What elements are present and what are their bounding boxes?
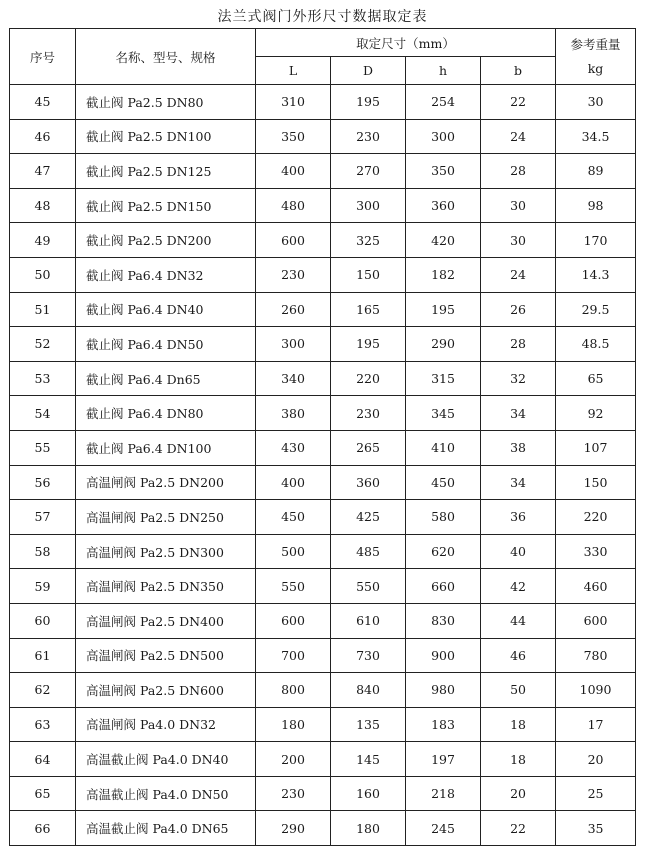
cell-L: 200: [256, 742, 331, 777]
cell-index: 54: [10, 396, 76, 431]
cell-index: 55: [10, 430, 76, 465]
cell-b: 50: [481, 673, 556, 708]
cell-L: 430: [256, 430, 331, 465]
table-row: [10, 327, 636, 362]
cell-D: 265: [331, 430, 406, 465]
cell-name: 截止阀 Pa2.5 DN125: [76, 154, 256, 189]
cell-weight: 460: [556, 569, 636, 604]
table-row: [10, 465, 636, 500]
cell-b: 30: [481, 223, 556, 258]
cell-name: 截止阀 Pa2.5 DN80: [76, 85, 256, 120]
cell-weight: 220: [556, 500, 636, 535]
cell-name: 截止阀 Pa6.4 DN80: [76, 396, 256, 431]
cell-index: 65: [10, 776, 76, 811]
cell-D: 230: [331, 396, 406, 431]
cell-D: 425: [331, 500, 406, 535]
cell-name: 截止阀 Pa2.5 DN200: [76, 223, 256, 258]
cell-L: 340: [256, 361, 331, 396]
table-body: [10, 85, 636, 846]
table-row: [10, 154, 636, 189]
valve-dimension-table: [9, 28, 636, 846]
cell-b: 26: [481, 292, 556, 327]
table-row: [10, 638, 636, 673]
cell-D: 135: [331, 707, 406, 742]
table-row: [10, 569, 636, 604]
cell-D: 195: [331, 327, 406, 362]
cell-h: 980: [406, 673, 481, 708]
cell-weight: 25: [556, 776, 636, 811]
cell-b: 20: [481, 776, 556, 811]
table-row: [10, 85, 636, 120]
cell-index: 45: [10, 85, 76, 120]
cell-weight: 20: [556, 742, 636, 777]
cell-L: 400: [256, 154, 331, 189]
cell-L: 600: [256, 223, 331, 258]
cell-index: 46: [10, 119, 76, 154]
cell-name: 截止阀 Pa2.5 DN150: [76, 188, 256, 223]
cell-b: 24: [481, 119, 556, 154]
header-index: 序号: [10, 29, 76, 85]
cell-h: 620: [406, 534, 481, 569]
cell-L: 700: [256, 638, 331, 673]
cell-name: 截止阀 Pa2.5 DN100: [76, 119, 256, 154]
cell-weight: 107: [556, 430, 636, 465]
cell-name: 高温闸阀 Pa2.5 DN250: [76, 500, 256, 535]
cell-b: 28: [481, 327, 556, 362]
cell-b: 40: [481, 534, 556, 569]
cell-L: 180: [256, 707, 331, 742]
header-D: D: [331, 57, 406, 85]
cell-h: 830: [406, 603, 481, 638]
table-row: [10, 188, 636, 223]
table-row: [10, 673, 636, 708]
cell-index: 56: [10, 465, 76, 500]
cell-L: 550: [256, 569, 331, 604]
cell-b: 34: [481, 465, 556, 500]
cell-L: 500: [256, 534, 331, 569]
table-row: [10, 119, 636, 154]
cell-index: 53: [10, 361, 76, 396]
cell-h: 290: [406, 327, 481, 362]
cell-weight: 98: [556, 188, 636, 223]
cell-D: 730: [331, 638, 406, 673]
cell-h: 197: [406, 742, 481, 777]
cell-D: 485: [331, 534, 406, 569]
cell-h: 254: [406, 85, 481, 120]
cell-h: 410: [406, 430, 481, 465]
table-row: [10, 603, 636, 638]
cell-D: 550: [331, 569, 406, 604]
cell-h: 350: [406, 154, 481, 189]
cell-index: 48: [10, 188, 76, 223]
header-dimensions: 取定尺寸（mm）: [256, 29, 556, 57]
header-b: b: [481, 57, 556, 85]
cell-b: 46: [481, 638, 556, 673]
cell-h: 580: [406, 500, 481, 535]
cell-weight: 29.5: [556, 292, 636, 327]
cell-weight: 780: [556, 638, 636, 673]
cell-name: 高温闸阀 Pa2.5 DN600: [76, 673, 256, 708]
header-weight-label: 参考重量: [570, 36, 621, 52]
document-title: 法兰式阀门外形尺寸数据取定表: [217, 9, 428, 25]
cell-index: 51: [10, 292, 76, 327]
cell-h: 300: [406, 119, 481, 154]
cell-weight: 92: [556, 396, 636, 431]
header-L: L: [256, 57, 331, 85]
cell-index: 60: [10, 603, 76, 638]
cell-b: 22: [481, 85, 556, 120]
cell-b: 34: [481, 396, 556, 431]
cell-weight: 17: [556, 707, 636, 742]
cell-index: 50: [10, 257, 76, 292]
header-h: h: [406, 57, 481, 85]
cell-h: 218: [406, 776, 481, 811]
cell-h: 360: [406, 188, 481, 223]
cell-L: 230: [256, 257, 331, 292]
table-row: [10, 534, 636, 569]
cell-index: 64: [10, 742, 76, 777]
cell-index: 63: [10, 707, 76, 742]
cell-D: 360: [331, 465, 406, 500]
cell-index: 58: [10, 534, 76, 569]
header-weight-unit: kg: [587, 60, 604, 76]
cell-weight: 65: [556, 361, 636, 396]
cell-name: 高温闸阀 Pa2.5 DN200: [76, 465, 256, 500]
cell-L: 260: [256, 292, 331, 327]
cell-L: 600: [256, 603, 331, 638]
cell-D: 180: [331, 811, 406, 846]
cell-h: 182: [406, 257, 481, 292]
cell-L: 380: [256, 396, 331, 431]
header-name: 名称、型号、规格: [76, 29, 256, 85]
cell-b: 18: [481, 742, 556, 777]
cell-weight: 48.5: [556, 327, 636, 362]
cell-D: 840: [331, 673, 406, 708]
cell-b: 36: [481, 500, 556, 535]
table-row: [10, 361, 636, 396]
cell-name: 高温截止阀 Pa4.0 DN65: [76, 811, 256, 846]
cell-L: 230: [256, 776, 331, 811]
cell-weight: 330: [556, 534, 636, 569]
table-row: [10, 811, 636, 846]
cell-weight: 35: [556, 811, 636, 846]
cell-b: 22: [481, 811, 556, 846]
cell-b: 38: [481, 430, 556, 465]
cell-index: 57: [10, 500, 76, 535]
cell-weight: 14.3: [556, 257, 636, 292]
cell-index: 66: [10, 811, 76, 846]
cell-D: 300: [331, 188, 406, 223]
table-row: [10, 292, 636, 327]
cell-index: 52: [10, 327, 76, 362]
cell-name: 截止阀 Pa6.4 DN50: [76, 327, 256, 362]
cell-b: 28: [481, 154, 556, 189]
cell-h: 660: [406, 569, 481, 604]
cell-b: 30: [481, 188, 556, 223]
table-row: [10, 223, 636, 258]
cell-b: 24: [481, 257, 556, 292]
cell-index: 49: [10, 223, 76, 258]
cell-D: 145: [331, 742, 406, 777]
cell-weight: 150: [556, 465, 636, 500]
table-row: [10, 742, 636, 777]
cell-D: 195: [331, 85, 406, 120]
header-weight: [556, 29, 636, 85]
cell-weight: 34.5: [556, 119, 636, 154]
cell-b: 44: [481, 603, 556, 638]
cell-index: 61: [10, 638, 76, 673]
cell-name: 截止阀 Pa6.4 DN40: [76, 292, 256, 327]
cell-weight: 89: [556, 154, 636, 189]
cell-name: 高温闸阀 Pa2.5 DN500: [76, 638, 256, 673]
cell-L: 300: [256, 327, 331, 362]
cell-name: 截止阀 Pa6.4 DN32: [76, 257, 256, 292]
cell-weight: 1090: [556, 673, 636, 708]
cell-h: 450: [406, 465, 481, 500]
cell-weight: 30: [556, 85, 636, 120]
cell-name: 高温闸阀 Pa2.5 DN300: [76, 534, 256, 569]
cell-D: 270: [331, 154, 406, 189]
cell-h: 345: [406, 396, 481, 431]
cell-D: 220: [331, 361, 406, 396]
cell-index: 59: [10, 569, 76, 604]
table-row: [10, 396, 636, 431]
cell-D: 610: [331, 603, 406, 638]
cell-D: 165: [331, 292, 406, 327]
cell-b: 42: [481, 569, 556, 604]
cell-D: 150: [331, 257, 406, 292]
cell-h: 195: [406, 292, 481, 327]
table-row: [10, 707, 636, 742]
cell-weight: 170: [556, 223, 636, 258]
cell-name: 截止阀 Pa6.4 DN100: [76, 430, 256, 465]
cell-name: 高温截止阀 Pa4.0 DN40: [76, 742, 256, 777]
cell-name: 截止阀 Pa6.4 Dn65: [76, 361, 256, 396]
cell-L: 480: [256, 188, 331, 223]
cell-index: 62: [10, 673, 76, 708]
cell-D: 230: [331, 119, 406, 154]
cell-b: 32: [481, 361, 556, 396]
cell-index: 47: [10, 154, 76, 189]
cell-L: 310: [256, 85, 331, 120]
cell-weight: 600: [556, 603, 636, 638]
table-row: [10, 776, 636, 811]
cell-D: 160: [331, 776, 406, 811]
cell-L: 400: [256, 465, 331, 500]
cell-h: 420: [406, 223, 481, 258]
cell-h: 315: [406, 361, 481, 396]
cell-name: 高温闸阀 Pa2.5 DN400: [76, 603, 256, 638]
cell-L: 290: [256, 811, 331, 846]
table-row: [10, 500, 636, 535]
cell-h: 245: [406, 811, 481, 846]
table-row: [10, 257, 636, 292]
cell-name: 高温闸阀 Pa2.5 DN350: [76, 569, 256, 604]
cell-D: 325: [331, 223, 406, 258]
cell-L: 450: [256, 500, 331, 535]
cell-h: 900: [406, 638, 481, 673]
cell-name: 高温闸阀 Pa4.0 DN32: [76, 707, 256, 742]
cell-b: 18: [481, 707, 556, 742]
cell-L: 800: [256, 673, 331, 708]
cell-name: 高温截止阀 Pa4.0 DN50: [76, 776, 256, 811]
table-row: [10, 430, 636, 465]
cell-L: 350: [256, 119, 331, 154]
cell-h: 183: [406, 707, 481, 742]
